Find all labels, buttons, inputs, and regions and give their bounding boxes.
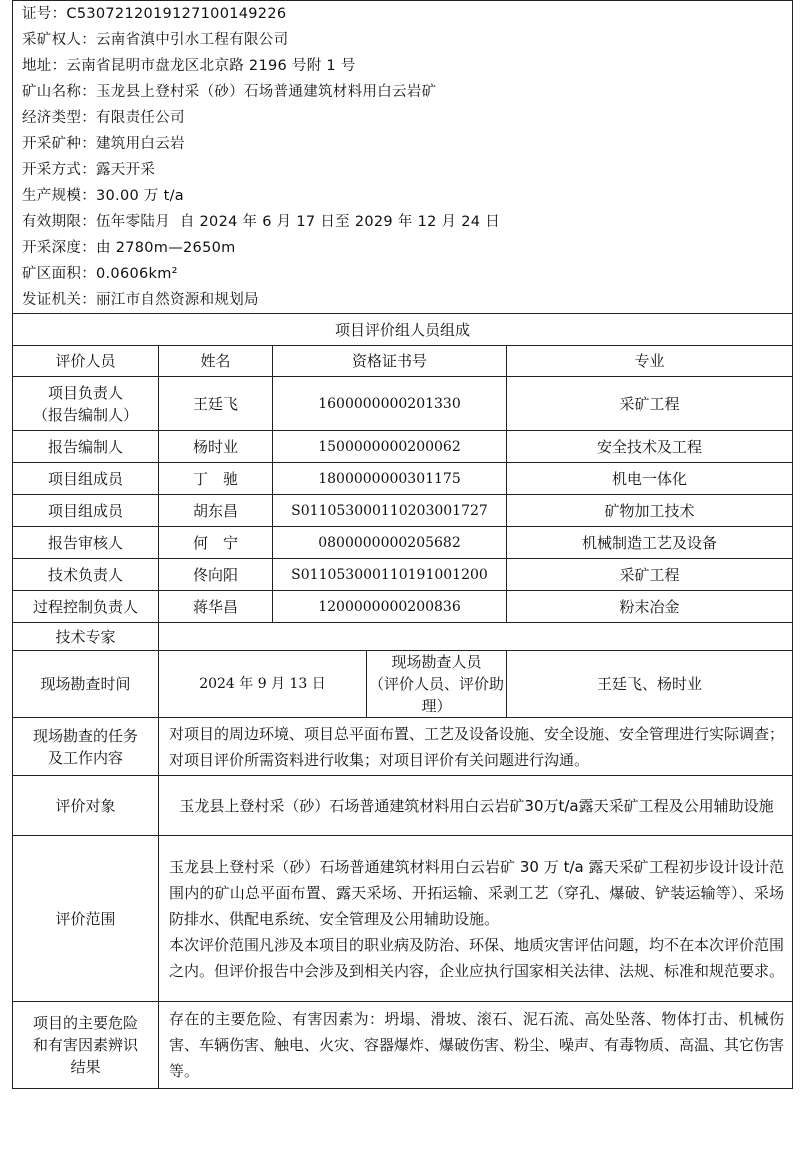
validity-period-line bbox=[22, 209, 792, 235]
section-label: 现场勘查的任务 及工作内容 bbox=[13, 718, 159, 776]
cert-label: 地址： bbox=[22, 58, 67, 74]
mining-depth-line bbox=[22, 235, 792, 261]
member-major: 粉末冶金 bbox=[507, 591, 793, 623]
survey-row bbox=[13, 651, 793, 718]
cert-value: 0.0606km² bbox=[96, 266, 178, 282]
cert-value: 云南省昆明市盘龙区北京路 2196 号附 1 号 bbox=[66, 58, 356, 74]
section-paragraph: 存在的主要危险、有害因素为：坍塌、滑坡、滚石、泥石流、高处坠落、物体打击、机械伤害、车辆伤害、触电、火灾、容器爆炸、爆破伤害、粉尘、噪声、有毒物质、高温、其它伤害等。 bbox=[169, 1010, 785, 1080]
team-row bbox=[13, 495, 793, 527]
member-certificate: S011053000110191001200 bbox=[273, 559, 507, 591]
mining-area-line bbox=[22, 261, 792, 287]
section-label: 评价范围 bbox=[13, 836, 159, 1002]
cert-label: 采矿权人： bbox=[22, 32, 96, 48]
cert-value: 有限责任公司 bbox=[96, 110, 185, 126]
mine-name-line bbox=[22, 79, 792, 105]
cert-label: 矿山名称： bbox=[22, 84, 96, 100]
mining-method-line bbox=[22, 157, 792, 183]
cert-value: 建筑用白云岩 bbox=[96, 136, 185, 152]
expert-label: 技术专家 bbox=[13, 623, 159, 651]
team-row bbox=[13, 377, 793, 431]
mineral-type-line bbox=[22, 131, 792, 157]
team-row bbox=[13, 559, 793, 591]
section-row-task bbox=[13, 718, 793, 776]
cert-value: 玉龙县上登村采（砂）石场普通建筑材料用白云岩矿 bbox=[96, 84, 437, 100]
section-row-hazards bbox=[13, 1002, 793, 1089]
member-certificate: S011053000110203001727 bbox=[273, 495, 507, 527]
team-title: 项目评价组人员组成 bbox=[13, 314, 793, 346]
member-role: 项目负责人 （报告编制人） bbox=[13, 377, 159, 431]
certificate-number-line bbox=[22, 1, 792, 27]
mining-right-holder-line bbox=[22, 27, 792, 53]
cert-label: 开采深度： bbox=[22, 240, 96, 256]
cert-value: 伍年零陆月 自 2024 年 6 月 17 日至 2029 年 12 月 24 日 bbox=[96, 214, 501, 230]
section-row-scope bbox=[13, 836, 793, 1002]
cert-value: 露天开采 bbox=[96, 162, 156, 178]
evaluation-info-table bbox=[12, 0, 793, 1089]
section-paragraph: 玉龙县上登村采（砂）石场普通建筑材料用白云岩矿 30 万 t/a 露天采矿工程初步设计设计范围内的矿山总平面布置、露天采场、开拓运输、采剥工艺（穿孔、爆破、铲装运输等）、采场防排水、供配电系统、安全管理及公用辅助设施。 bbox=[169, 857, 785, 928]
member-name: 杨时业 bbox=[159, 431, 273, 463]
cert-value: 由 2780m—2650m bbox=[96, 240, 236, 256]
cert-label: 经济类型： bbox=[22, 110, 96, 126]
section-paragraph: 玉龙县上登村采（砂）石场普通建筑材料用白云岩矿30万t/a露天采矿工程及公用辅助设施 bbox=[179, 796, 774, 815]
team-row bbox=[13, 431, 793, 463]
team-row bbox=[13, 591, 793, 623]
section-label: 评价对象 bbox=[13, 776, 159, 836]
cert-label: 有效期限： bbox=[22, 214, 96, 230]
team-row bbox=[13, 527, 793, 559]
member-certificate: 0800000000205682 bbox=[273, 527, 507, 559]
section-content bbox=[159, 776, 793, 836]
survey-people-label: 现场勘查人员 （评价人员、评价助理） bbox=[367, 651, 507, 718]
member-certificate: 1600000000201330 bbox=[273, 377, 507, 431]
cert-label: 发证机关： bbox=[22, 292, 96, 308]
member-role: 项目组成员 bbox=[13, 495, 159, 527]
member-major: 采矿工程 bbox=[507, 377, 793, 431]
production-scale-line bbox=[22, 183, 792, 209]
section-content bbox=[159, 718, 793, 776]
member-name: 胡东昌 bbox=[159, 495, 273, 527]
survey-people-value: 王廷飞、杨时业 bbox=[507, 651, 793, 718]
header-certificate: 资格证书号 bbox=[273, 346, 507, 377]
team-title-row bbox=[13, 314, 793, 346]
survey-time-value: 2024 年 9 月 13 日 bbox=[159, 651, 367, 718]
section-row-object bbox=[13, 776, 793, 836]
survey-time-label: 现场勘查时间 bbox=[13, 651, 159, 718]
member-major: 机械制造工艺及设备 bbox=[507, 527, 793, 559]
member-major: 机电一体化 bbox=[507, 463, 793, 495]
certificate-row bbox=[13, 1, 793, 314]
issuing-authority-line bbox=[22, 287, 792, 313]
team-row bbox=[13, 463, 793, 495]
expert-value bbox=[159, 623, 793, 651]
evaluation-info-sheet bbox=[12, 0, 792, 1089]
cert-label: 证号： bbox=[22, 6, 67, 22]
section-paragraph: 本次评价范围凡涉及本项目的职业病及防治、环保、地质灾害评估问题，均不在本次评价范围之内。但评价报告中会涉及到相关内容，企业应执行国家相关法律、法规、标准和规范要求。 bbox=[169, 935, 785, 980]
mining-certificate-block bbox=[13, 1, 793, 314]
cert-label: 开采矿种： bbox=[22, 136, 96, 152]
cert-label: 矿区面积： bbox=[22, 266, 96, 282]
member-name: 丁 驰 bbox=[159, 463, 273, 495]
cert-value: 丽江市自然资源和规划局 bbox=[96, 292, 259, 308]
section-label: 项目的主要危险 和有害因素辨识 结果 bbox=[13, 1002, 159, 1089]
header-major: 专业 bbox=[507, 346, 793, 377]
header-role: 评价人员 bbox=[13, 346, 159, 377]
member-role: 项目组成员 bbox=[13, 463, 159, 495]
member-name: 何 宁 bbox=[159, 527, 273, 559]
cert-value: C5307212019127100149226 bbox=[66, 6, 287, 22]
member-certificate: 1200000000200836 bbox=[273, 591, 507, 623]
economic-type-line bbox=[22, 105, 792, 131]
member-role: 过程控制负责人 bbox=[13, 591, 159, 623]
cert-label: 开采方式： bbox=[22, 162, 96, 178]
member-name: 王廷飞 bbox=[159, 377, 273, 431]
cert-value: 云南省滇中引水工程有限公司 bbox=[96, 32, 289, 48]
member-major: 安全技术及工程 bbox=[507, 431, 793, 463]
member-name: 蒋华昌 bbox=[159, 591, 273, 623]
member-role: 技术负责人 bbox=[13, 559, 159, 591]
section-content bbox=[159, 1002, 793, 1089]
cert-value: 30.00 万 t/a bbox=[96, 188, 184, 204]
address-line bbox=[22, 53, 792, 79]
member-major: 采矿工程 bbox=[507, 559, 793, 591]
team-header-row bbox=[13, 346, 793, 377]
member-name: 佟向阳 bbox=[159, 559, 273, 591]
member-role: 报告编制人 bbox=[13, 431, 159, 463]
section-content bbox=[159, 836, 793, 1002]
member-certificate: 1800000000301175 bbox=[273, 463, 507, 495]
expert-row bbox=[13, 623, 793, 651]
section-paragraph: 对项目的周边环境、项目总平面布置、工艺及设备设施、安全设施、安全管理进行实际调查；对项目评价所需资料进行收集；对项目评价有关问题进行沟通。 bbox=[169, 724, 785, 769]
member-certificate: 1500000000200062 bbox=[273, 431, 507, 463]
cert-label: 生产规模： bbox=[22, 188, 96, 204]
header-name: 姓名 bbox=[159, 346, 273, 377]
member-major: 矿物加工技术 bbox=[507, 495, 793, 527]
member-role: 报告审核人 bbox=[13, 527, 159, 559]
